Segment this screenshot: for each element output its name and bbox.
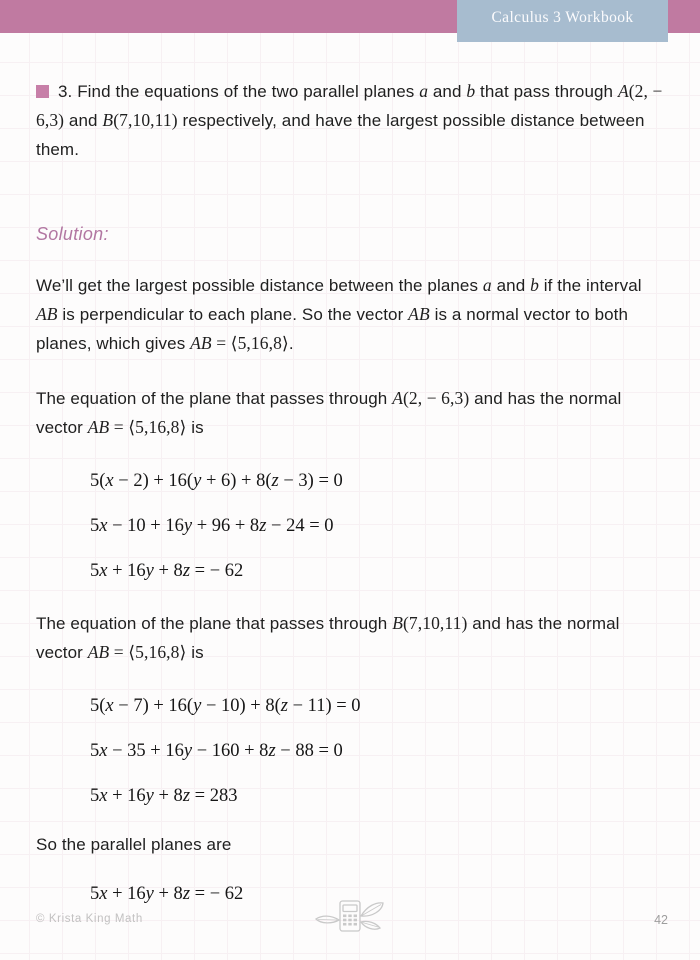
equation-line: 5(x − 7) + 16(y − 10) + 8(z − 11) = 0: [90, 696, 361, 716]
equation-block-plane-b: [90, 695, 664, 808]
paragraph-plane-b: The equation of the plane that passes through B(7,10,11) and has the normal vector AB = ⟨5,16,8⟩ is: [36, 613, 620, 662]
equation-line: 5x − 35 + 16y − 160 + 8z − 88 = 0: [90, 741, 343, 761]
paragraph-plane-a: The equation of the plane that passes through A(2, − 6,3) and has the normal vector AB = ⟨5,16,8⟩ is: [36, 388, 622, 437]
problem-bullet-icon: [36, 85, 49, 98]
solution-heading: Solution:: [36, 224, 109, 244]
equation-line: 5x + 16y + 8z = − 62: [90, 884, 244, 904]
equation-line: 5x + 16y + 8z = − 62: [90, 561, 244, 581]
equation-block-plane-a: [90, 470, 664, 583]
problem-text: 3. Find the equations of the two parallel planes a and b that pass through A(2, − 6,3) and B(7,10,11) respectively, and have the largest possible distance between them.: [36, 81, 663, 159]
equation-line: 5(x − 2) + 16(y + 6) + 8(z − 3) = 0: [90, 471, 343, 491]
page-content: [36, 33, 664, 906]
equation-line: 5x − 10 + 16y + 96 + 8z − 24 = 0: [90, 516, 334, 536]
calculator-icon: [313, 896, 387, 949]
workbook-badge-label: Calculus 3 Workbook: [491, 9, 634, 26]
paragraph-overview: We’ll get the largest possible distance between the planes a and b if the interval AB is perpendicular to each plane. So the vector AB is a normal vector to both planes, which gives AB = ⟨5,16,8⟩.: [36, 275, 642, 353]
problem-statement: [36, 77, 664, 164]
closing-text: So the parallel planes are: [36, 835, 232, 854]
equation-line: 5x + 16y + 8z = 283: [90, 786, 238, 806]
page-number: 42: [654, 913, 668, 927]
copyright-text: © Krista King Math: [36, 913, 143, 925]
